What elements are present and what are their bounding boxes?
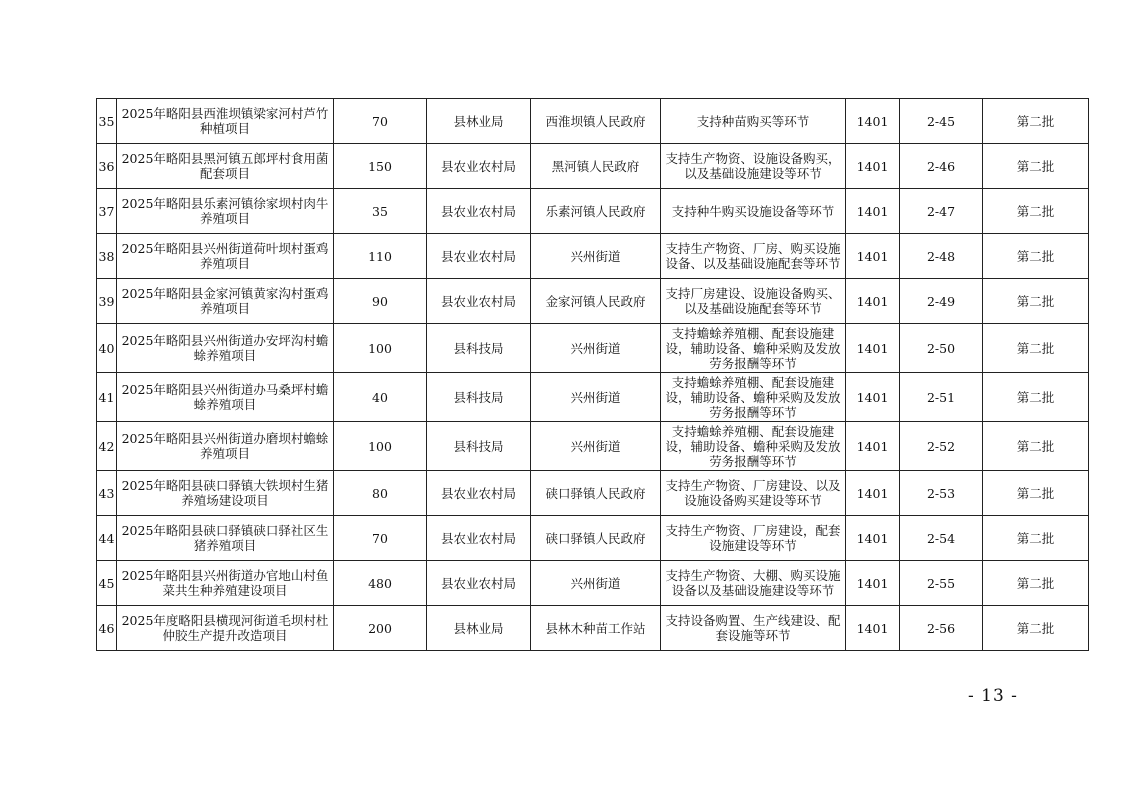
cell-scope: 支持生产物资、设施设备购买，以及基础设施建设等环节 [661, 144, 846, 189]
cell-implementing-unit: 黑河镇人民政府 [531, 144, 661, 189]
cell-implementing-unit: 兴州街道 [531, 373, 661, 422]
table-row [97, 324, 1089, 373]
cell-implementing-unit: 西淮坝镇人民政府 [531, 99, 661, 144]
cell-scope: 支持生产物资、大棚、购买设施设备以及基础设施建设等环节 [661, 561, 846, 606]
cell-batch: 第二批 [983, 234, 1089, 279]
cell-implementing-unit: 兴州街道 [531, 324, 661, 373]
cell-implementing-unit: 硖口驿镇人民政府 [531, 471, 661, 516]
cell-implementing-unit: 县林木种苗工作站 [531, 606, 661, 651]
cell-implementing-unit: 兴州街道 [531, 422, 661, 471]
cell-doc-number: 2-56 [900, 606, 983, 651]
table-row [97, 144, 1089, 189]
table-row [97, 189, 1089, 234]
cell-department: 县林业局 [427, 606, 531, 651]
cell-code: 1401 [846, 516, 900, 561]
cell-scope: 支持蟾蜍养殖棚、配套设施建设，辅助设备、蟾种采购及发放劳务报酬等环节 [661, 422, 846, 471]
cell-department: 县农业农村局 [427, 144, 531, 189]
cell-index: 35 [97, 99, 117, 144]
cell-batch: 第二批 [983, 144, 1089, 189]
cell-funds: 70 [334, 99, 427, 144]
cell-doc-number: 2-55 [900, 561, 983, 606]
table-row [97, 99, 1089, 144]
cell-project-name: 2025年略阳县兴州街道荷叶坝村蛋鸡养殖项目 [117, 234, 334, 279]
cell-department: 县农业农村局 [427, 516, 531, 561]
cell-batch: 第二批 [983, 471, 1089, 516]
cell-project-name: 2025年略阳县金家河镇黄家沟村蛋鸡养殖项目 [117, 279, 334, 324]
cell-funds: 110 [334, 234, 427, 279]
cell-funds: 150 [334, 144, 427, 189]
table-row [97, 279, 1089, 324]
cell-doc-number: 2-49 [900, 279, 983, 324]
cell-doc-number: 2-51 [900, 373, 983, 422]
cell-index: 46 [97, 606, 117, 651]
cell-doc-number: 2-45 [900, 99, 983, 144]
cell-department: 县科技局 [427, 422, 531, 471]
table-row [97, 516, 1089, 561]
cell-funds: 100 [334, 324, 427, 373]
cell-batch: 第二批 [983, 99, 1089, 144]
cell-implementing-unit: 硖口驿镇人民政府 [531, 516, 661, 561]
cell-project-name: 2025年略阳县硖口驿镇硖口驿社区生猪养殖项目 [117, 516, 334, 561]
cell-department: 县农业农村局 [427, 279, 531, 324]
cell-implementing-unit: 乐素河镇人民政府 [531, 189, 661, 234]
cell-funds: 90 [334, 279, 427, 324]
cell-scope: 支持设备购置、生产线建设、配套设施等环节 [661, 606, 846, 651]
cell-funds: 70 [334, 516, 427, 561]
cell-batch: 第二批 [983, 324, 1089, 373]
cell-index: 36 [97, 144, 117, 189]
cell-code: 1401 [846, 422, 900, 471]
cell-department: 县林业局 [427, 99, 531, 144]
table-row [97, 422, 1089, 471]
cell-project-name: 2025年略阳县硖口驿镇大铁坝村生猪养殖场建设项目 [117, 471, 334, 516]
cell-doc-number: 2-47 [900, 189, 983, 234]
cell-code: 1401 [846, 606, 900, 651]
cell-implementing-unit: 兴州街道 [531, 234, 661, 279]
cell-implementing-unit: 金家河镇人民政府 [531, 279, 661, 324]
cell-department: 县科技局 [427, 373, 531, 422]
table-row [97, 606, 1089, 651]
cell-code: 1401 [846, 234, 900, 279]
cell-project-name: 2025年略阳县兴州街道办官地山村鱼菜共生种养殖建设项目 [117, 561, 334, 606]
cell-department: 县农业农村局 [427, 561, 531, 606]
cell-batch: 第二批 [983, 189, 1089, 234]
cell-index: 38 [97, 234, 117, 279]
cell-department: 县农业农村局 [427, 471, 531, 516]
cell-batch: 第二批 [983, 373, 1089, 422]
cell-code: 1401 [846, 144, 900, 189]
table-row [97, 471, 1089, 516]
cell-code: 1401 [846, 471, 900, 516]
cell-code: 1401 [846, 561, 900, 606]
cell-project-name: 2025年略阳县黑河镇五郎坪村食用菌配套项目 [117, 144, 334, 189]
cell-department: 县科技局 [427, 324, 531, 373]
cell-funds: 40 [334, 373, 427, 422]
cell-doc-number: 2-53 [900, 471, 983, 516]
cell-index: 42 [97, 422, 117, 471]
table-row [97, 373, 1089, 422]
cell-index: 43 [97, 471, 117, 516]
cell-batch: 第二批 [983, 422, 1089, 471]
cell-batch: 第二批 [983, 561, 1089, 606]
table-row [97, 561, 1089, 606]
cell-project-name: 2025年略阳县乐素河镇徐家坝村肉牛养殖项目 [117, 189, 334, 234]
cell-project-name: 2025年度略阳县横现河街道毛坝村杜仲胶生产提升改造项目 [117, 606, 334, 651]
table-body [97, 99, 1089, 651]
cell-funds: 100 [334, 422, 427, 471]
cell-index: 39 [97, 279, 117, 324]
cell-funds: 200 [334, 606, 427, 651]
cell-scope: 支持生产物资、厂房建设、以及设施设备购买建设等环节 [661, 471, 846, 516]
cell-batch: 第二批 [983, 606, 1089, 651]
cell-code: 1401 [846, 324, 900, 373]
cell-funds: 480 [334, 561, 427, 606]
cell-funds: 80 [334, 471, 427, 516]
page-number: - 13 - [968, 686, 1018, 706]
cell-scope: 支持生产物资、厂房建设，配套设施建设等环节 [661, 516, 846, 561]
cell-index: 37 [97, 189, 117, 234]
cell-doc-number: 2-48 [900, 234, 983, 279]
cell-project-name: 2025年略阳县兴州街道办磨坝村蟾蜍养殖项目 [117, 422, 334, 471]
cell-scope: 支持生产物资、厂房、购买设施设备、以及基础设施配套等环节 [661, 234, 846, 279]
project-table [96, 98, 1089, 651]
cell-project-name: 2025年略阳县兴州街道办马桑坪村蟾蜍养殖项目 [117, 373, 334, 422]
cell-implementing-unit: 兴州街道 [531, 561, 661, 606]
cell-project-name: 2025年略阳县西淮坝镇梁家河村芦竹种植项目 [117, 99, 334, 144]
cell-code: 1401 [846, 189, 900, 234]
cell-department: 县农业农村局 [427, 234, 531, 279]
cell-scope: 支持蟾蜍养殖棚、配套设施建设，辅助设备、蟾种采购及发放劳务报酬等环节 [661, 324, 846, 373]
cell-scope: 支持种苗购买等环节 [661, 99, 846, 144]
cell-department: 县农业农村局 [427, 189, 531, 234]
cell-doc-number: 2-52 [900, 422, 983, 471]
cell-batch: 第二批 [983, 516, 1089, 561]
cell-doc-number: 2-50 [900, 324, 983, 373]
cell-index: 45 [97, 561, 117, 606]
cell-doc-number: 2-54 [900, 516, 983, 561]
table-row [97, 234, 1089, 279]
cell-index: 41 [97, 373, 117, 422]
cell-batch: 第二批 [983, 279, 1089, 324]
cell-index: 44 [97, 516, 117, 561]
cell-scope: 支持种牛购买设施设备等环节 [661, 189, 846, 234]
cell-project-name: 2025年略阳县兴州街道办安坪沟村蟾蜍养殖项目 [117, 324, 334, 373]
cell-scope: 支持厂房建设、设施设备购买、以及基础设施配套等环节 [661, 279, 846, 324]
cell-scope: 支持蟾蜍养殖棚、配套设施建设，辅助设备、蟾种采购及发放劳务报酬等环节 [661, 373, 846, 422]
cell-code: 1401 [846, 99, 900, 144]
cell-index: 40 [97, 324, 117, 373]
cell-doc-number: 2-46 [900, 144, 983, 189]
cell-code: 1401 [846, 279, 900, 324]
cell-code: 1401 [846, 373, 900, 422]
cell-funds: 35 [334, 189, 427, 234]
